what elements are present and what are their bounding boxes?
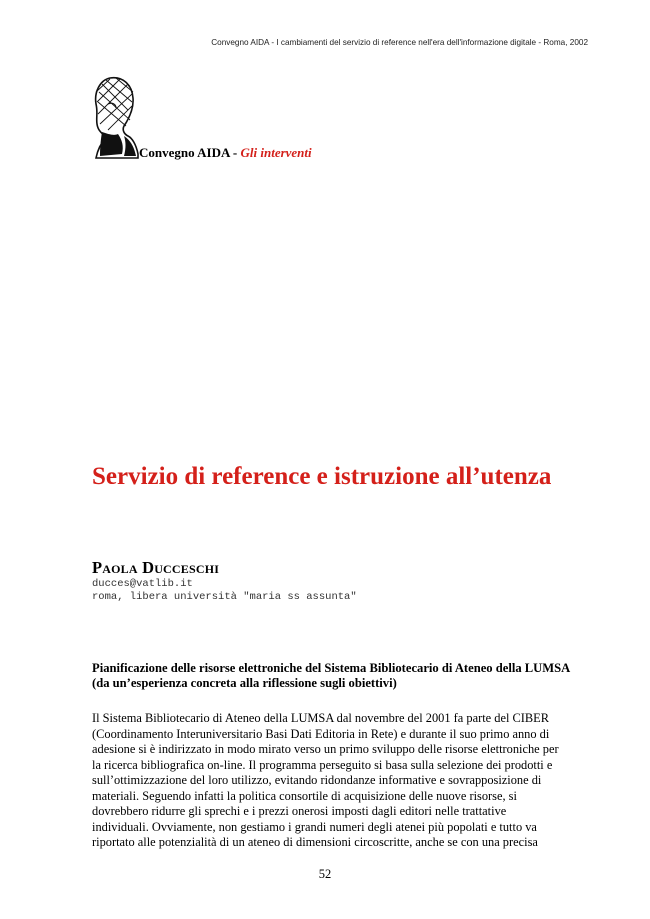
body-line: sull’ottimizzazione del loro utilizzo, evitando ridondanze informative e sovrapposizione di	[92, 773, 542, 787]
body-line: Il Sistema Bibliotecario di Ateneo della LUMSA dal novembre del 2001 fa parte del CIBER	[92, 711, 549, 725]
article-title: Servizio di reference e istruzione all’utenza	[92, 463, 552, 490]
running-header: Convegno AIDA - I cambiamenti del servizio di reference nell'era dell'informazione digitale - Roma, 2002	[211, 38, 588, 47]
conference-line	[139, 145, 312, 161]
author-meta	[92, 578, 357, 603]
body-line: la ricerca bibliografica on-line. Il programma perseguito si basa sulla selezione dei prodotti e	[92, 757, 553, 772]
author-affiliation: roma, libera università "maria ss assunta"	[92, 590, 357, 603]
body-paragraph	[92, 711, 582, 851]
page-number: 52	[318, 867, 332, 881]
body-line: materiali. Seguendo infatti la politica consortile di acquisizione delle nuove risorse, si	[92, 788, 517, 803]
section-heading: Pianificazione delle risorse elettroniche del Sistema Bibliotecario di Ateneo della LUMSA (da un’esperienza concreta alla riflessione sugli obiettivi)	[92, 661, 570, 690]
body-line: individuali. Ovviamente, non gestiamo i grandi numeri degli atenei più popolati e tutto va	[92, 819, 537, 834]
conference-section: Gli interventi	[240, 145, 312, 160]
body-line: adesione si è indirizzato in modo mirato verso un primo sviluppo delle risorse elettroniche per	[92, 742, 559, 756]
aida-logo-icon	[88, 74, 140, 160]
body-line: dovrebbero ridurre gli sprechi e i prezzi onerosi imposti dagli editori nelle trattative	[92, 804, 507, 818]
conference-name: Convegno AIDA -	[139, 145, 241, 160]
author-email: ducces@vatlib.it	[92, 578, 193, 590]
body-line: riportato alle potenzialità di un ateneo di dimensioni circoscritte, anche se con una precisa	[92, 835, 538, 849]
author-name: Paola Ducceschi	[92, 558, 220, 577]
body-line: (Coordinamento Interuniversitario Basi Dati Editoria in Rete) e durante il suo primo anno di	[92, 726, 550, 741]
